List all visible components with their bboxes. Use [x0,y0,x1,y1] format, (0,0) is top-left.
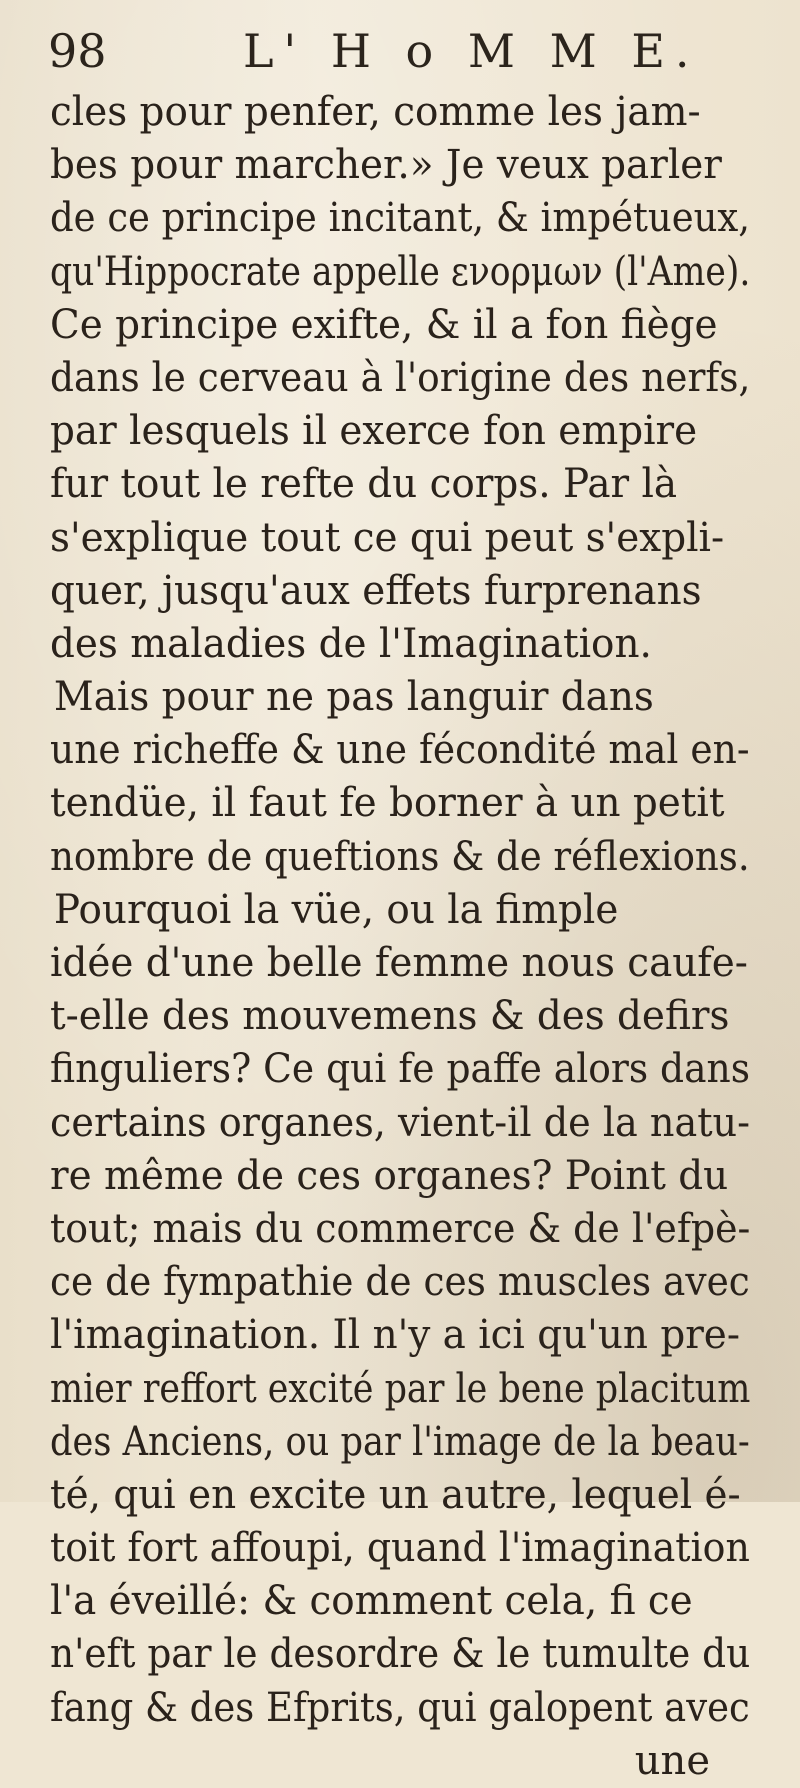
text-line: nombre de queftions & de réflexions. [50,833,750,880]
text-line: t-elle des mouvemens & des defirs [50,993,730,1040]
text-line: dans le cerveau à l'origine des nerfs, [50,354,751,401]
text-line: idée d'une belle femme nous caufe- [50,940,748,986]
text-line: tendüe, il faut fe borner à un petit [50,780,725,827]
text-line: re même de ces organes? Point du [50,1152,729,1199]
text-line: des maladies de l'Imagination. [50,620,652,667]
text-line: de ce principe incitant, & impétueux, [50,195,751,242]
text-line: quer, jusqu'aux effets furprenans [50,567,702,614]
text-line: par lesquels il exerce fon empire [50,408,698,455]
text-line: toit fort affoupi, quand l'imagination [50,1525,750,1572]
text-line: Pourquoi la vüe, ou la fimple [53,886,619,933]
text-line: des Anciens, ou par l'image de la beau- [50,1418,750,1465]
text-line: bes pour marcher.» Je veux parler [50,142,722,189]
body-text [50,86,770,1788]
page-number: 98 [48,24,107,78]
text-line: s'explique tout ce qui peut s'expli- [50,514,725,561]
text-line: Ce principe exifte, & il a fon fiège [50,301,718,348]
text-line: finguliers? Ce qui fe paffe alors dans [50,1046,751,1093]
running-head [48,16,748,86]
running-title: L' H o M M E. [243,24,700,78]
text-line: l'a éveillé: & comment cela, fi ce [50,1578,693,1625]
text-line: fang & des Efprits, qui galopent avec [50,1684,750,1731]
catchword: une [634,1737,710,1784]
text-line: mier reffort excité par le bene placitum [50,1365,751,1412]
text-line: certains organes, vient-il de la natu- [50,1099,750,1146]
text-line: n'eft par le desordre & le tumulte du [50,1631,751,1678]
text-line: té, qui en excite un autre, lequel é- [50,1471,741,1518]
text-line: tout; mais du commerce & de l'efpè- [50,1205,751,1252]
text-line: fur tout le refte du corps. Par là [50,461,678,508]
text-line: une richeffe & une fécondité mal en- [50,727,750,774]
text-line: Mais pour ne pas languir dans [53,674,654,721]
text-line: ce de fympathie de ces muscles avec [50,1259,750,1306]
text-line: qu'Hippocrate appelle ενορμων (l'Ame). [50,248,751,295]
text-line: cles pour penfer, comme les jam- [50,89,701,135]
text-line: l'imagination. Il n'y a ici qu'un pre- [50,1312,740,1359]
